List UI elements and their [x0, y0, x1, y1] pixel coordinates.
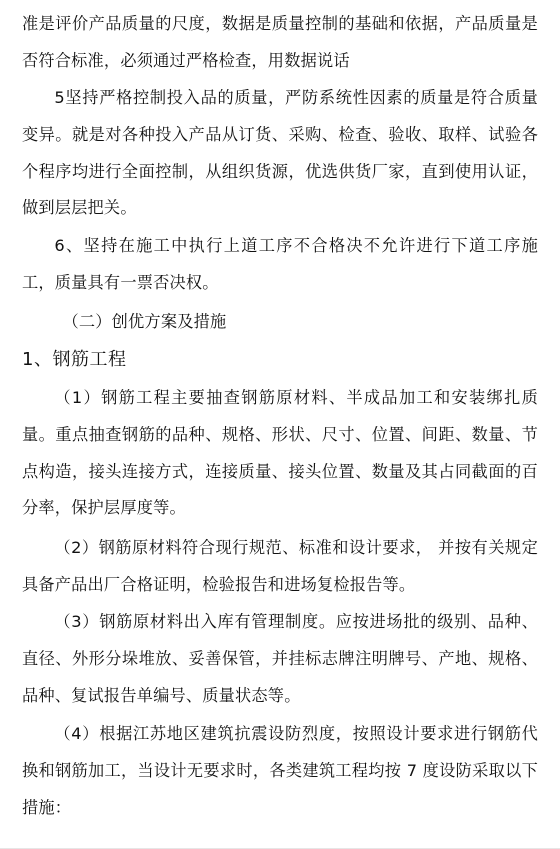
section-heading-rebar: 1、钢筋工程 — [22, 349, 127, 370]
rebar-item-1: （1）钢筋工程主要抽查钢筋原材料、半成品加工和安装绑扎质量。重点抽查钢筋的品种、规格、形状、尺寸、位置、间距、数量、节点构造，接头连接方式，连接质量、接头位置、数量及其占同截面的百分率，保护层厚度等。 — [22, 388, 538, 518]
paragraph-point-5: 5坚持严格控制投入品的质量，严防系统性因素的质量是符合质量变异。就是对各种投入产品从订货、采购、检查、验收、取样、试验各个程序均进行全面控制，从组织货源，优选供货厂家，直到使用认证，做到层层把关。 — [22, 88, 538, 218]
subheading-excellence-plan: （二）创优方案及措施 — [62, 312, 227, 331]
paragraph-point-6: 6、坚持在施工中执行上道工序不合格决不允许进行下道工序施工，质量具有一票否决权。 — [22, 236, 538, 292]
rebar-item-4: （4）根据江苏地区建筑抗震设防烈度，按照设计要求进行钢筋代换和钢筋加工，当设计无要求时，各类建筑工程均按 7 度设防采取以下措施： — [22, 724, 538, 817]
rebar-item-2: （2）钢筋原材料符合现行规范、标准和设计要求， 并按有关规定具备产品出厂合格证明，检验报告和进场复检报告等。 — [22, 538, 538, 594]
paragraph-quality-standard: 准是评价产品质量的尺度，数据是质量控制的基础和依据，产品质量是否符合标准，必须通过严格检查，用数据说话 — [22, 14, 538, 70]
rebar-item-3: （3）钢筋原材料出入库有管理制度。应按进场批的级别、品种、直径、外形分垛堆放、妥善保管，并挂标志牌注明牌号、产地、规格、品种、复试报告单编号、质量状态等。 — [22, 612, 538, 705]
